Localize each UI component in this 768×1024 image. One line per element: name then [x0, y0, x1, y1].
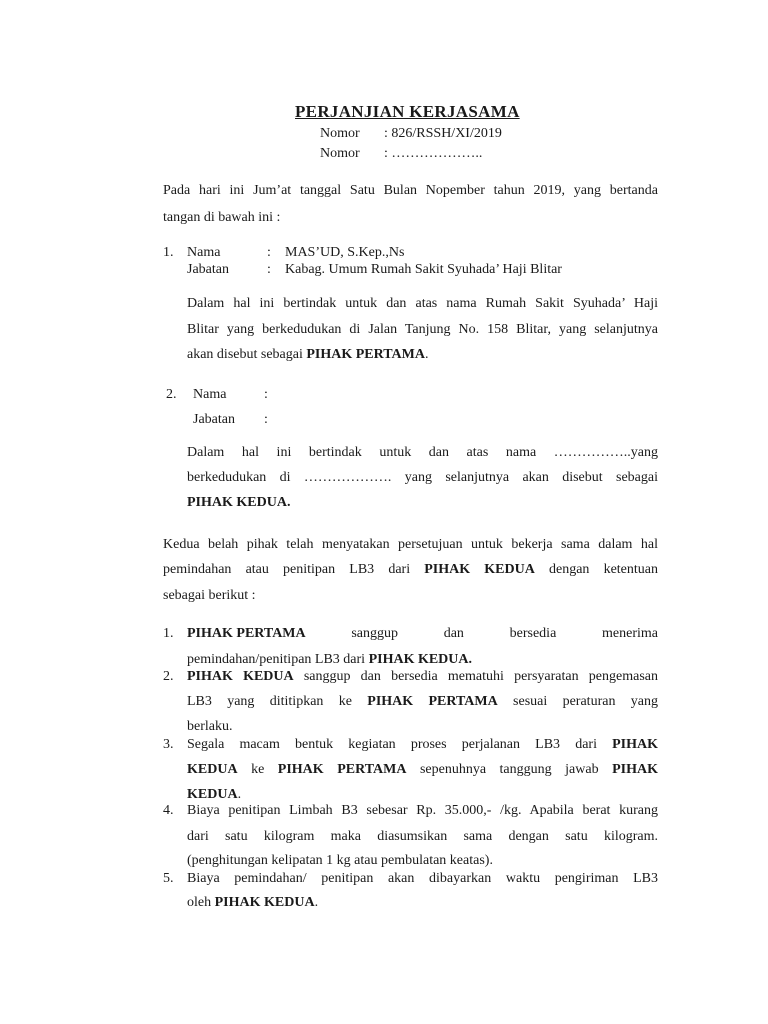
term-line: (penghitungan kelipatan 1 kg atau pembulatan keatas). — [187, 853, 493, 868]
term-line: Biaya penitipan Limbah B3 sebesar Rp. 35.000,- /kg. Apabila berat kurang — [187, 803, 658, 818]
party1-desc-line: Dalam hal ini bertindak untuk dan atas nama Rumah Sakit Syuhada’ Haji — [187, 296, 658, 311]
term-line: Segala macam bentuk kegiatan proses perjalanan LB3 dari PIHAK — [187, 737, 658, 752]
party2-nama-colon: : — [264, 387, 268, 402]
party1-jabatan-value: Kabag. Umum Rumah Sakit Syuhada’ Haji Blitar — [285, 262, 562, 277]
party1-jabatan-label: Jabatan — [187, 262, 229, 277]
term-line: LB3 yang dititipkan ke PIHAK PERTAMA sesuai peraturan yang — [187, 694, 658, 709]
pihak-kedua-label: PIHAK KEDUA — [214, 895, 315, 910]
term-line — [187, 626, 658, 642]
pihak-kedua-label: PIHAK KEDUA. — [187, 495, 291, 510]
pihak-label: PIHAK — [612, 737, 658, 752]
term-word: dan — [443, 626, 464, 641]
term-line: PIHAK KEDUA sanggup dan bersedia mematuhi persyaratan pengemasan — [187, 669, 658, 684]
pihak-pertama-label: PIHAK PERTAMA — [306, 347, 425, 362]
party2-jabatan-colon: : — [264, 412, 268, 427]
pihak-pertama-label: PIHAK PERTAMA — [187, 626, 306, 641]
term-line: dari satu kilogram maka diasumsikan sama dengan satu kilogram. — [187, 829, 658, 844]
agreement-line: pemindahan atau penitipan LB3 dari PIHAK KEDUA dengan ketentuan — [163, 562, 658, 577]
term-line: KEDUA. — [187, 787, 242, 802]
term-line: Biaya pemindahan/ penitipan akan dibayarkan waktu pengiriman LB3 — [187, 871, 658, 886]
party1-desc-line: Blitar yang berkedudukan di Jalan Tanjung No. 158 Blitar, yang selanjutnya — [187, 322, 658, 337]
pihak-pertama-label: PIHAK PERTAMA — [277, 762, 407, 777]
intro-line: Pada hari ini Jum’at tanggal Satu Bulan Nopember tahun 2019, yang bertanda — [163, 183, 658, 198]
nomor-value: : ……………….. — [384, 146, 483, 161]
document-title: PERJANJIAN KERJASAMA — [295, 102, 520, 121]
pihak-kedua-label: PIHAK KEDUA — [187, 669, 294, 684]
party1-nama-value: MAS’UD, S.Kep.,Ns — [285, 245, 405, 260]
pihak-kedua-label: PIHAK KEDUA — [424, 562, 535, 577]
nomor-value: : 826/RSSH/XI/2019 — [384, 126, 502, 141]
nomor-label: Nomor — [320, 126, 360, 141]
party2-jabatan-label: Jabatan — [193, 412, 235, 427]
party1-nama-colon: : — [267, 245, 271, 260]
term-line: oleh PIHAK KEDUA. — [187, 895, 319, 910]
term-number: 2. — [163, 669, 174, 684]
kedua-label: KEDUA — [187, 787, 238, 802]
pihak-label: PIHAK — [612, 762, 658, 777]
kedua-label: KEDUA — [187, 762, 238, 777]
term-number: 3. — [163, 737, 174, 752]
term-number: 4. — [163, 803, 174, 818]
term-number: 1. — [163, 626, 174, 641]
party2-desc-line: Dalam hal ini bertindak untuk dan atas nama ……………..yang — [187, 445, 658, 460]
nomor-label: Nomor — [320, 146, 360, 161]
term-word: bersedia — [509, 626, 557, 641]
intro-line: tangan di bawah ini : — [163, 210, 281, 225]
term-word: sanggup — [351, 626, 399, 641]
party1-desc-line: akan disebut sebagai PIHAK PERTAMA. — [187, 347, 429, 362]
agreement-line: Kedua belah pihak telah menyatakan persetujuan untuk bekerja sama dalam hal — [163, 537, 658, 552]
party1-number: 1. — [163, 245, 174, 260]
party2-nama-label: Nama — [193, 387, 227, 402]
term-line: pemindahan/penitipan LB3 dari PIHAK KEDUA. — [187, 652, 473, 667]
term-number: 5. — [163, 871, 174, 886]
pihak-kedua-label: PIHAK KEDUA. — [368, 652, 473, 667]
party1-nama-label: Nama — [187, 245, 221, 260]
term-line: berlaku. — [187, 719, 233, 734]
agreement-line: sebagai berikut : — [163, 588, 256, 603]
party2-desc-line: berkedudukan di ………………. yang selanjutnya akan disebut sebagai — [187, 470, 658, 485]
party2-number: 2. — [166, 387, 177, 402]
term-line: KEDUA ke PIHAK PERTAMA sepenuhnya tanggung jawab PIHAK — [187, 762, 658, 777]
pihak-pertama-label: PIHAK PERTAMA — [367, 694, 498, 709]
party1-jabatan-colon: : — [267, 262, 271, 277]
term-word: menerima — [602, 626, 658, 641]
